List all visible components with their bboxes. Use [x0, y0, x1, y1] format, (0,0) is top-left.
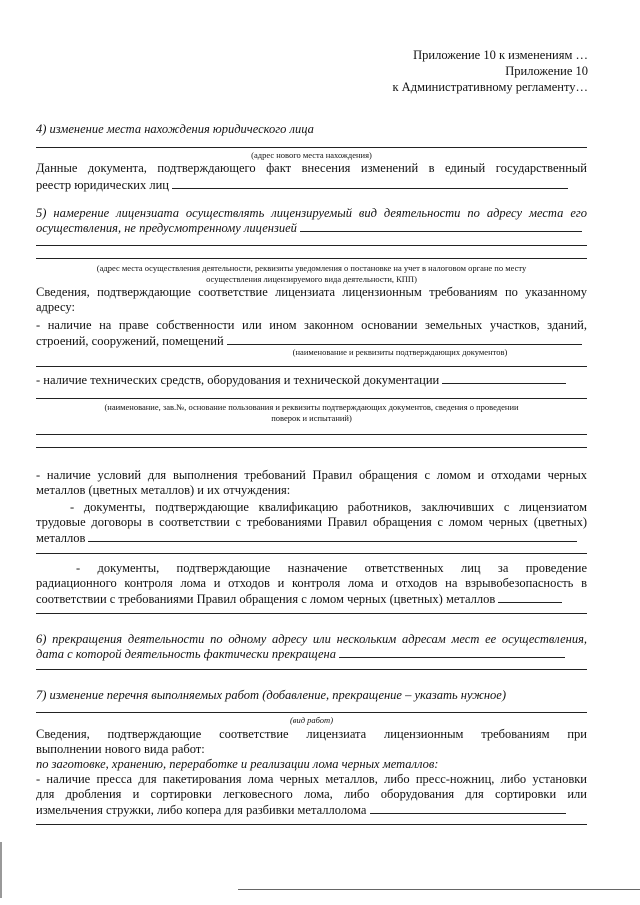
caption-equipment-2: поверок и испытаний) [271, 413, 352, 423]
fill-line[interactable] [36, 245, 587, 246]
fill-line[interactable] [227, 333, 582, 345]
fill-line[interactable] [36, 147, 587, 148]
section-5-item-4-line-3-label: металлов [36, 531, 86, 545]
section-5-item-4-line-1: - документы, подтверждающие квалификацию работников, заключивших с лицензиатом [70, 500, 587, 514]
section-5-item-4-line-2: трудовые договоры в соответствии с требованиями Правил обращения с ломом черных (цветных) [36, 515, 587, 529]
section-5-heading-2 [36, 220, 582, 236]
header-line-2: Приложение 10 [505, 64, 588, 78]
fill-line[interactable] [36, 712, 587, 713]
fill-line[interactable] [36, 824, 587, 825]
section-7-item-1-line-3-label: измельчения стружки, либо копера для разбивки металлолома [36, 803, 367, 817]
fill-line[interactable] [36, 447, 587, 448]
section-5-item-1-line-1: - наличие на праве собственности или ином законном основании земельных участков, зданий, [36, 318, 587, 332]
scan-bottom-line [238, 889, 640, 890]
section-5-item-2 [36, 372, 566, 388]
section-7-text-2: выполнении нового вида работ: [36, 742, 205, 756]
fill-line[interactable] [36, 258, 587, 259]
scan-margin-mark [0, 842, 2, 898]
section-5-text-1: Сведения, подтверждающие соответствие лицензиата лицензионным требованиям по указанному [36, 285, 587, 299]
fill-line[interactable] [36, 434, 587, 435]
fill-line[interactable] [370, 802, 566, 814]
section-5-heading-2-label: осуществления, не предусмотренному лицензией [36, 221, 297, 235]
caption-work-type: (вид работ) [289, 715, 334, 725]
section-7-heading: 7) изменение перечня выполняемых работ (добавление, прекращение – указать нужное) [36, 688, 507, 702]
section-5-item-2-label: - наличие технических средств, оборудования и технической документации [36, 373, 440, 387]
caption-documents: (наименование и реквизиты подтверждающих документов) [292, 347, 508, 357]
section-5-text-2: адресу: [36, 300, 75, 314]
section-4-text: Данные документа, подтверждающего факт внесения изменений в единый государственный [36, 161, 587, 175]
section-7-subheading: по заготовке, хранению, переработке и реализации лома черных металлов: [36, 757, 439, 771]
section-5-item-3-line-1: - наличие условий для выполнения требований Правил обращения с ломом и отходами черных [36, 468, 587, 482]
fill-line[interactable] [339, 646, 565, 658]
section-5-item-1-line-2-label: строений, сооружений, помещений [36, 334, 224, 348]
section-5-item-4-line-3 [36, 530, 577, 546]
fill-line[interactable] [300, 220, 582, 232]
section-6-heading-1: 6) прекращения деятельности по одному адресу или нескольким адресам мест ее осуществления, [36, 632, 587, 646]
header-line-3: к Административному регламенту… [392, 80, 588, 94]
caption-activity-address-1: (адрес места осуществления деятельности, реквизиты уведомления о постановке на учет в налоговом органе по месту [96, 263, 527, 273]
fill-line[interactable] [36, 553, 587, 554]
section-5-item-3-line-2: металлов (цветных металлов) и их отчуждения: [36, 483, 291, 497]
section-7-text-1: Сведения, подтверждающие соответствие лицензиата лицензионным требованиям при [36, 727, 587, 741]
caption-activity-address-2: осуществления лицензируемого вида деятельности, КПП) [206, 274, 417, 284]
fill-line[interactable] [36, 398, 587, 399]
section-5-heading-1: 5) намерение лицензиата осуществлять лицензируемый вид деятельности по адресу места его [36, 206, 587, 220]
section-7-item-1-line-1: - наличие пресса для пакетирования лома черных металлов, либо пресс-ножниц, либо установки [36, 772, 587, 786]
caption-equipment-1: (наименование, зав.№, основание пользования и реквизиты подтверждающих документов, сведения о проведении [104, 402, 519, 412]
header-line-1: Приложение 10 к изменениям … [413, 48, 588, 62]
section-7-item-1-line-2: для дробления и сортировки легковесного лома, либо оборудования для сортировки или [36, 787, 587, 801]
fill-line[interactable] [172, 177, 568, 189]
section-5-item-5-line-1: - документы, подтверждающие назначение ответственных лиц за проведение [76, 561, 587, 575]
fill-line[interactable] [36, 366, 587, 367]
section-5-item-5-line-2: радиационного контроля лома и отходов и контроля лома и отходов на взрывобезопасность в [36, 576, 587, 590]
section-4-text-2-label: реестр юридических лиц [36, 178, 169, 192]
section-4-text-2 [36, 177, 568, 193]
section-5-item-5-line-3-label: соответствии с требованиями Правил обращения с ломом черных (цветных) металлов [36, 592, 496, 606]
fill-line[interactable] [36, 613, 587, 614]
fill-line[interactable] [36, 669, 587, 670]
section-7-item-1-line-3 [36, 802, 566, 818]
fill-line[interactable] [442, 372, 566, 384]
caption-new-address: (адрес нового места нахождения) [251, 150, 372, 160]
section-6-heading-2 [36, 646, 565, 662]
section-6-heading-2-label: дата с которой деятельность фактически прекращена [36, 647, 336, 661]
section-4-heading: 4) изменение места нахождения юридического лица [36, 122, 314, 136]
section-5-item-5-line-3 [36, 591, 562, 607]
fill-line[interactable] [498, 591, 562, 603]
fill-line[interactable] [88, 530, 577, 542]
